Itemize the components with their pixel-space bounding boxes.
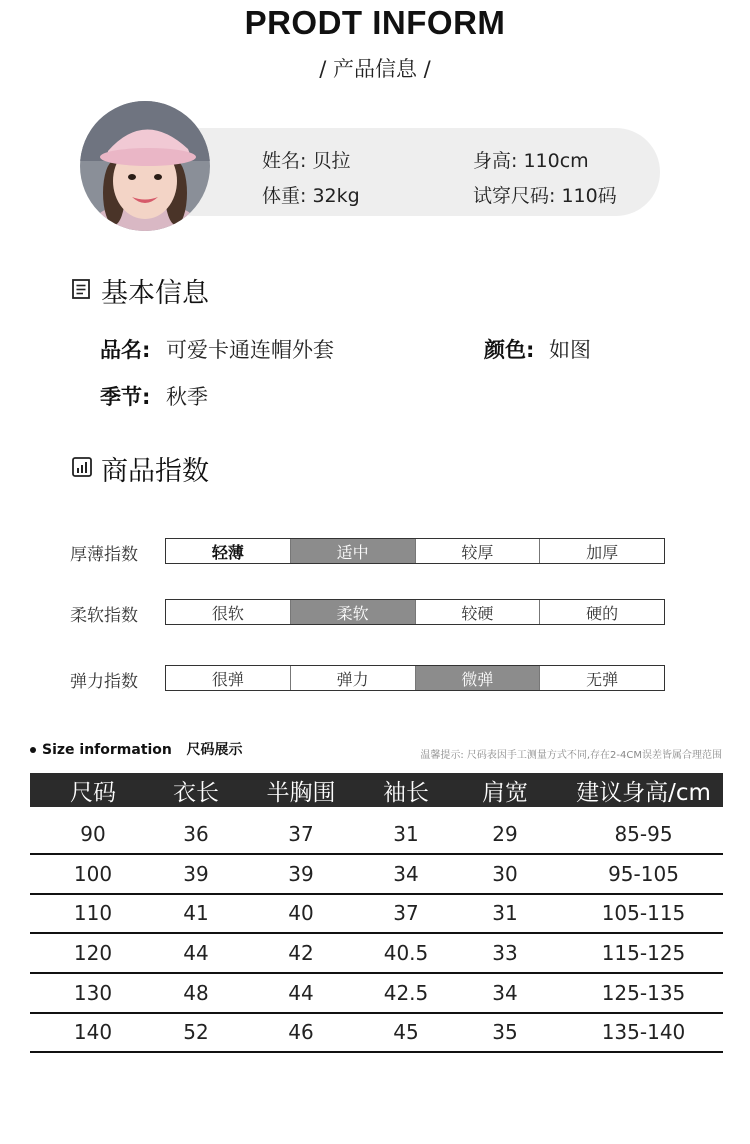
softness-option-firm: 较硬 <box>416 600 541 624</box>
thickness-option-extra-thick: 加厚 <box>586 542 619 562</box>
cell-size: 90 <box>80 822 106 846</box>
elasticity-option-stretchy: 弹力 <box>291 666 416 690</box>
size-table-header <box>30 773 723 807</box>
col-header-shoulder: 肩宽 <box>482 779 528 806</box>
season-value: 秋季 <box>166 385 208 409</box>
size-tip-note: 温馨提示: 尺码表因手工测量方式不同,存在2-4CM误差皆属合理范围 <box>420 750 722 761</box>
cell-sleeve: 45 <box>393 1020 419 1044</box>
softness-option-very-soft: 很软 <box>166 600 291 624</box>
cell-sleeve: 40.5 <box>383 941 429 965</box>
cell-half-chest: 44 <box>288 981 314 1005</box>
bar-chart-icon <box>72 457 92 481</box>
cell-height: 95-105 <box>608 862 679 886</box>
basic-info-heading: 基本信息 <box>101 278 209 309</box>
thickness-option-thin: 轻薄 <box>166 539 291 563</box>
cell-shoulder: 35 <box>492 1020 518 1044</box>
softness-option-soft: 柔软 <box>291 600 416 624</box>
table-row <box>30 1013 723 1053</box>
table-row <box>30 974 723 1014</box>
color-label: 颜色: <box>484 338 535 362</box>
softness-option-hard: 硬的 <box>586 603 619 623</box>
elasticity-option-very-stretchy: 很弹 <box>166 666 291 690</box>
col-header-sleeve: 袖长 <box>383 779 429 806</box>
bullet-icon <box>30 747 36 753</box>
size-table-heading <box>30 739 243 759</box>
cell-shoulder: 30 <box>492 862 518 886</box>
thickness-index-label: 厚薄指数 <box>70 545 138 565</box>
model-try-size: 试穿尺码: 110码 <box>473 185 617 207</box>
color-value: 如图 <box>549 338 591 362</box>
thickness-option-thick: 较厚 <box>416 539 541 563</box>
cell-length: 36 <box>183 822 209 846</box>
thickness-index-scale <box>165 538 665 564</box>
table-row <box>30 855 723 895</box>
cell-half-chest: 42 <box>288 941 314 965</box>
thickness-option-medium: 适中 <box>291 539 416 563</box>
cell-size: 130 <box>73 981 113 1005</box>
cell-half-chest: 39 <box>288 862 314 886</box>
cell-length: 39 <box>183 862 209 886</box>
size-heading-cn: 尺码展示 <box>186 742 243 758</box>
cell-shoulder: 29 <box>492 822 518 846</box>
product-index-heading: 商品指数 <box>101 456 209 487</box>
table-row <box>30 894 723 934</box>
document-icon <box>72 279 90 303</box>
cell-length: 44 <box>183 941 209 965</box>
col-header-height: 建议身高/cm <box>576 779 711 806</box>
col-header-half-chest: 半胸围 <box>266 779 336 806</box>
cell-shoulder: 34 <box>492 981 518 1005</box>
cell-height: 125-135 <box>601 981 686 1005</box>
cell-size: 110 <box>73 901 113 925</box>
elasticity-index-scale <box>165 665 665 691</box>
product-name-label: 品名: <box>100 338 151 362</box>
cell-sleeve: 34 <box>393 862 419 886</box>
elasticity-option-slight: 微弹 <box>416 666 541 690</box>
cell-half-chest: 40 <box>288 901 314 925</box>
cell-length: 48 <box>183 981 209 1005</box>
col-header-size: 尺码 <box>70 779 116 806</box>
cell-sleeve: 31 <box>393 822 419 846</box>
table-row <box>30 815 723 855</box>
elasticity-option-none: 无弹 <box>586 669 619 689</box>
cell-length: 52 <box>183 1020 209 1044</box>
cell-half-chest: 46 <box>288 1020 314 1044</box>
model-name: 姓名: 贝拉 <box>262 150 351 172</box>
softness-index-label: 柔软指数 <box>70 606 138 626</box>
cell-shoulder: 31 <box>492 901 518 925</box>
elasticity-index-label: 弹力指数 <box>70 672 138 692</box>
softness-index-scale <box>165 599 665 625</box>
table-row <box>30 934 723 974</box>
season-label: 季节: <box>100 385 151 409</box>
size-heading-en: Size information <box>42 742 172 758</box>
model-height: 身高: 110cm <box>473 150 589 172</box>
cell-shoulder: 33 <box>492 941 518 965</box>
product-name-value: 可爱卡通连帽外套 <box>166 338 334 362</box>
cell-size: 140 <box>73 1020 113 1044</box>
page-title: PRODT INFORM <box>244 4 506 41</box>
cell-sleeve: 37 <box>393 901 419 925</box>
cell-size: 100 <box>73 862 113 886</box>
cell-half-chest: 37 <box>288 822 314 846</box>
cell-sleeve: 42.5 <box>383 981 429 1005</box>
cell-height: 135-140 <box>601 1020 686 1044</box>
model-weight: 体重: 32kg <box>262 185 360 207</box>
page-subtitle: / 产品信息 / <box>319 57 431 81</box>
model-avatar <box>80 101 210 231</box>
cell-height: 115-125 <box>601 941 686 965</box>
cell-height: 105-115 <box>601 901 686 925</box>
cell-length: 41 <box>183 901 209 925</box>
cell-size: 120 <box>73 941 113 965</box>
cell-height: 85-95 <box>614 822 673 846</box>
col-header-length: 衣长 <box>173 779 219 806</box>
